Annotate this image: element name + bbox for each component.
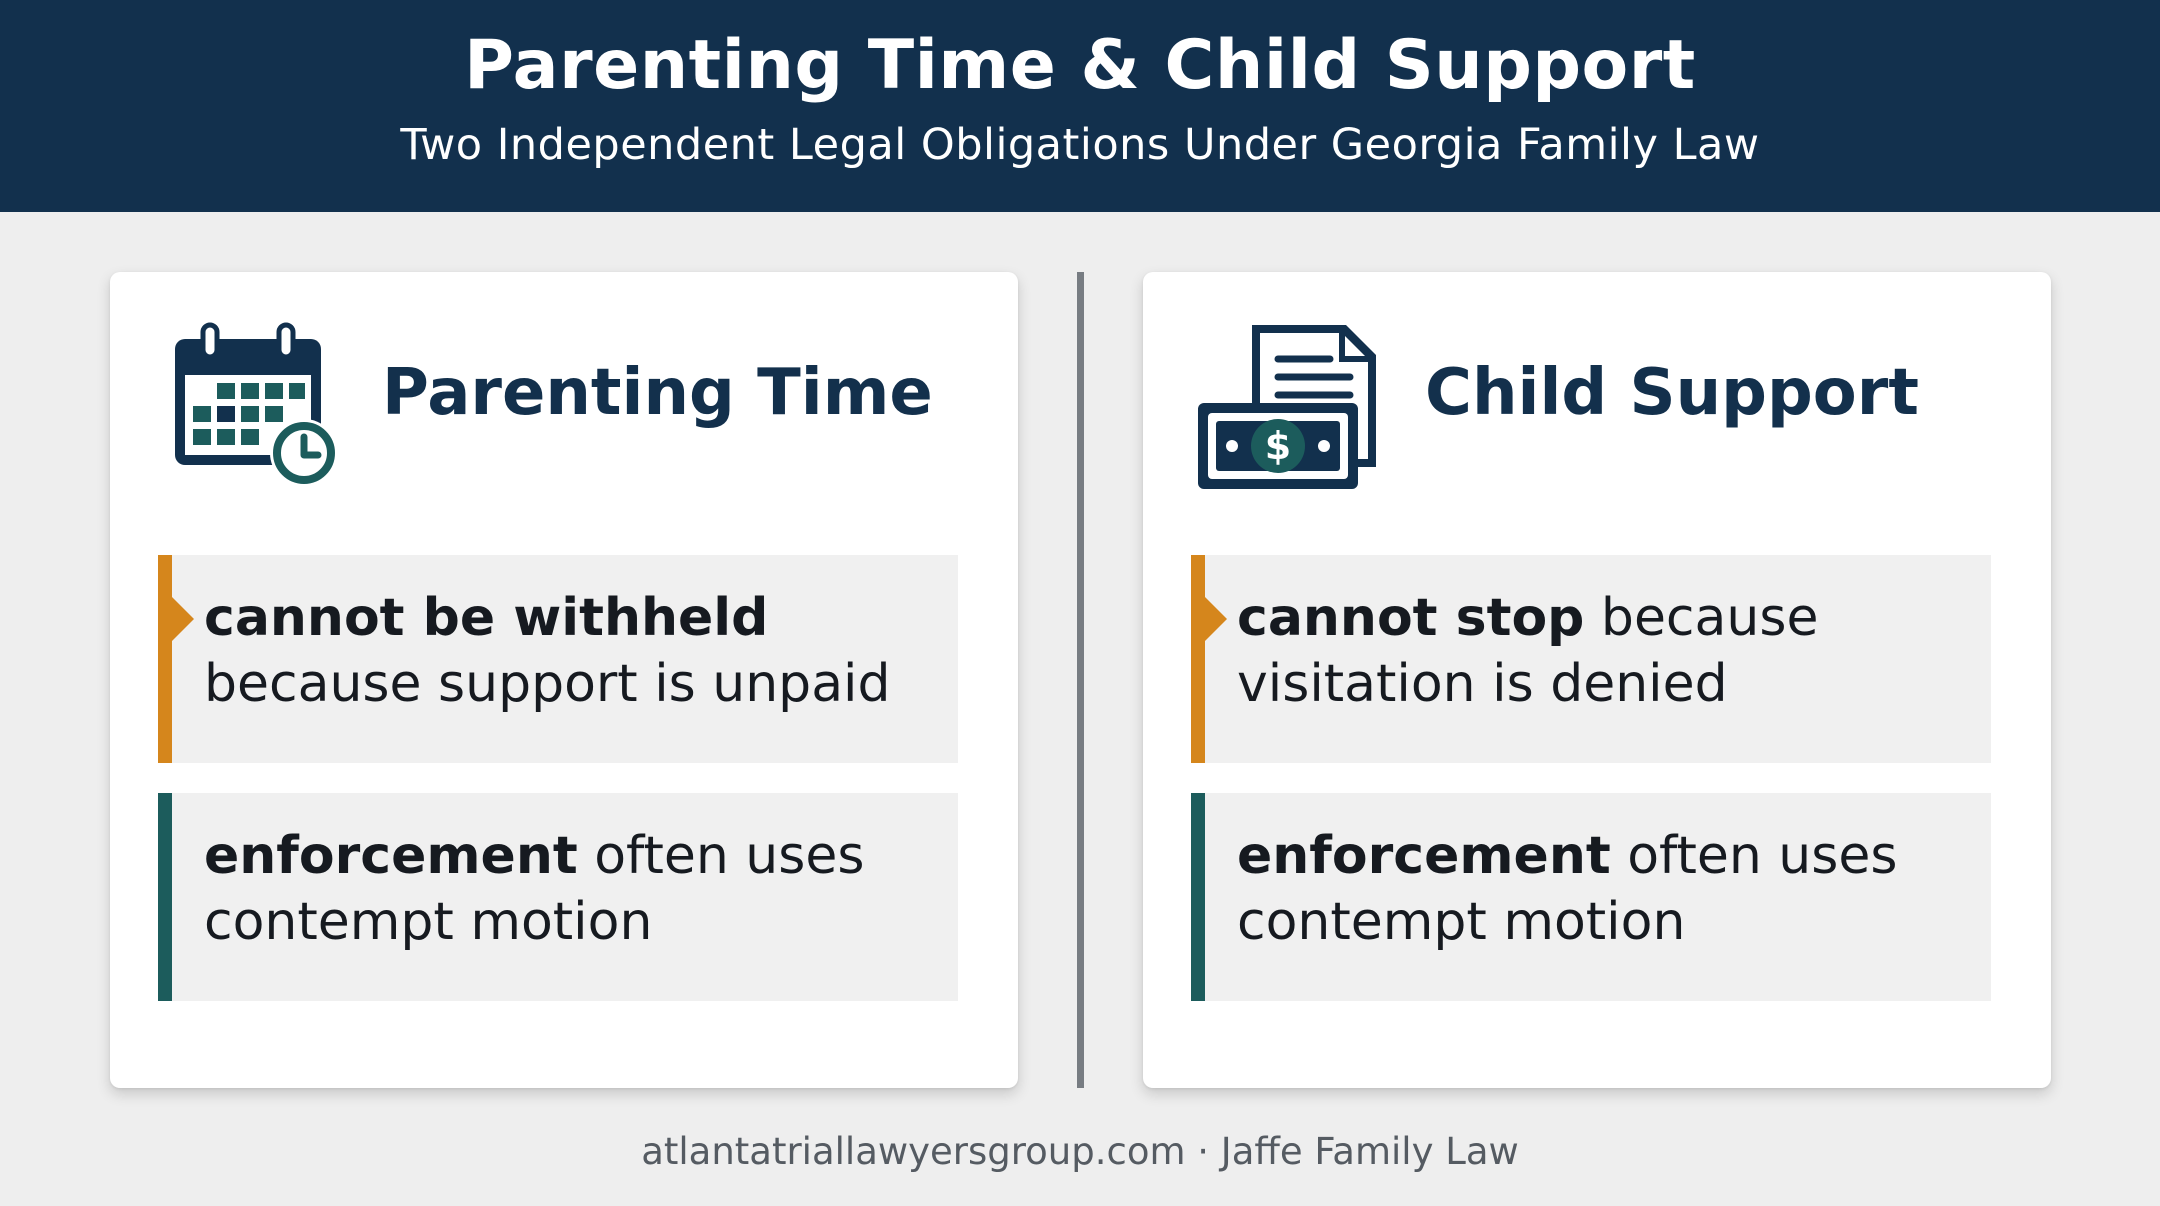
child-support-point-enforcement <box>1191 793 1991 1001</box>
point-text <box>1237 823 1897 955</box>
point-bold: enforcement <box>1237 826 1611 886</box>
arrow-marker-icon <box>170 595 194 643</box>
header-banner <box>0 0 2160 212</box>
page-subtitle: Two Independent Legal Obligations Under Georgia Family Law <box>400 120 1760 170</box>
point-rest: because <box>1584 588 1819 648</box>
point-rest-line2: contempt motion <box>1237 892 1686 952</box>
svg-text:$: $ <box>1264 424 1292 468</box>
page-title: Parenting Time & Child Support <box>464 26 1696 105</box>
document-money-icon <box>1198 317 1378 497</box>
point-bold: enforcement <box>204 826 578 886</box>
calendar-clock-icon <box>165 317 345 497</box>
point-text <box>1237 585 1818 717</box>
parenting-time-point-withheld <box>158 555 958 763</box>
point-rest-line2: because support is unpaid <box>204 654 891 714</box>
point-bold: cannot stop <box>1237 588 1585 648</box>
point-text <box>204 585 891 717</box>
point-text <box>204 823 864 955</box>
point-bold: cannot be withheld <box>204 588 769 648</box>
arrow-marker-icon <box>1203 595 1227 643</box>
parenting-time-card <box>110 272 1018 1088</box>
vertical-divider <box>1077 272 1084 1088</box>
point-rest-line2: contempt motion <box>204 892 653 952</box>
child-support-title: Child Support <box>1425 356 1919 430</box>
point-rest: often uses <box>1610 826 1898 886</box>
parenting-time-point-enforcement <box>158 793 958 1001</box>
child-support-point-stop <box>1191 555 1991 763</box>
point-rest: often uses <box>577 826 865 886</box>
parenting-time-title: Parenting Time <box>382 356 933 430</box>
child-support-card <box>1143 272 2051 1088</box>
point-rest-line2: visitation is denied <box>1237 654 1728 714</box>
footer-credit: atlantatriallawyersgroup.com · Jaffe Family Law <box>641 1130 1519 1173</box>
